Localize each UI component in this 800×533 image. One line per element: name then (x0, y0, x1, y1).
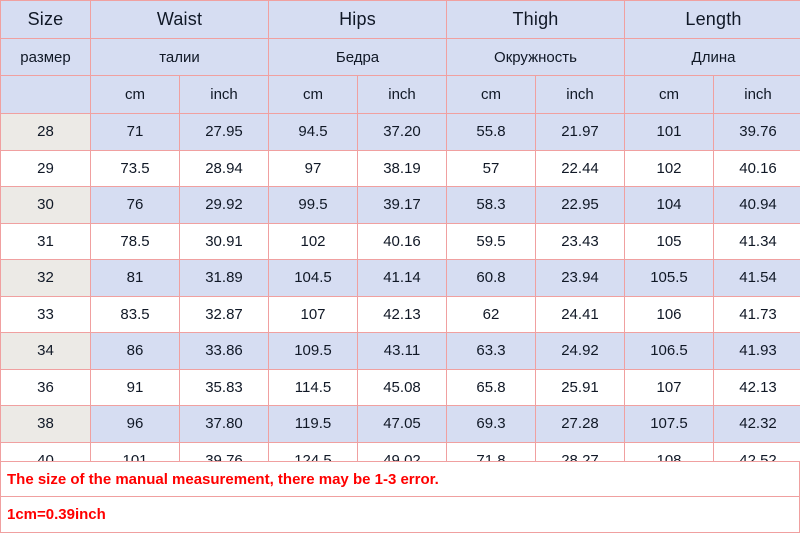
unit-thigh-inch: inch (536, 76, 625, 114)
header-thigh-ru: Окружность (447, 39, 625, 76)
cell-measurement: 31.89 (180, 260, 269, 297)
cell-measurement: 109.5 (269, 333, 358, 370)
header-length-en: Length (625, 1, 800, 39)
cell-measurement: 42.13 (358, 296, 447, 333)
cell-measurement: 43.11 (358, 333, 447, 370)
cell-measurement: 91 (91, 369, 180, 406)
unit-blank (1, 76, 91, 114)
cell-measurement: 104 (625, 187, 714, 224)
unit-length-inch: inch (714, 76, 800, 114)
header-row-units (1, 76, 800, 114)
cell-measurement: 22.44 (536, 150, 625, 187)
table-row (1, 296, 800, 333)
cell-measurement: 37.20 (358, 114, 447, 151)
header-size-ru: размер (1, 39, 91, 76)
table-row (1, 223, 800, 260)
cell-measurement: 105.5 (625, 260, 714, 297)
cell-size: 31 (1, 223, 91, 260)
table-row (1, 260, 800, 297)
cell-measurement: 99.5 (269, 187, 358, 224)
cell-size: 38 (1, 406, 91, 443)
cell-size: 30 (1, 187, 91, 224)
cell-measurement: 24.92 (536, 333, 625, 370)
cell-measurement: 102 (269, 223, 358, 260)
cell-measurement: 40.94 (714, 187, 800, 224)
cell-size: 34 (1, 333, 91, 370)
cell-measurement: 114.5 (269, 369, 358, 406)
cell-measurement: 47.05 (358, 406, 447, 443)
cell-measurement: 65.8 (447, 369, 536, 406)
cell-measurement: 29.92 (180, 187, 269, 224)
cell-measurement: 59.5 (447, 223, 536, 260)
cell-measurement: 27.95 (180, 114, 269, 151)
cell-measurement: 73.5 (91, 150, 180, 187)
cell-measurement: 33.86 (180, 333, 269, 370)
cell-measurement: 71 (91, 114, 180, 151)
cell-measurement: 41.54 (714, 260, 800, 297)
header-length-ru: Длина (625, 39, 800, 76)
cell-measurement: 97 (269, 150, 358, 187)
cell-measurement: 41.93 (714, 333, 800, 370)
note-measurement-error: The size of the manual measurement, there may be 1-3 error. (0, 461, 800, 497)
cell-measurement: 62 (447, 296, 536, 333)
cell-measurement: 41.73 (714, 296, 800, 333)
cell-measurement: 21.97 (536, 114, 625, 151)
cell-measurement: 23.94 (536, 260, 625, 297)
cell-measurement: 45.08 (358, 369, 447, 406)
cell-measurement: 76 (91, 187, 180, 224)
unit-hips-inch: inch (358, 76, 447, 114)
cell-measurement: 30.91 (180, 223, 269, 260)
cell-measurement: 40.16 (358, 223, 447, 260)
cell-size: 29 (1, 150, 91, 187)
cell-measurement: 83.5 (91, 296, 180, 333)
unit-hips-cm: cm (269, 76, 358, 114)
cell-measurement: 28.94 (180, 150, 269, 187)
cell-measurement: 41.14 (358, 260, 447, 297)
table-header (1, 1, 800, 114)
cell-measurement: 39.17 (358, 187, 447, 224)
cell-measurement: 23.43 (536, 223, 625, 260)
unit-thigh-cm: cm (447, 76, 536, 114)
table-row (1, 187, 800, 224)
cell-measurement: 94.5 (269, 114, 358, 151)
header-row-english (1, 1, 800, 39)
table-body (1, 114, 800, 479)
cell-measurement: 42.32 (714, 406, 800, 443)
cell-measurement: 107.5 (625, 406, 714, 443)
cell-measurement: 41.34 (714, 223, 800, 260)
unit-waist-cm: cm (91, 76, 180, 114)
notes-section (0, 461, 800, 533)
cell-measurement: 69.3 (447, 406, 536, 443)
cell-measurement: 32.87 (180, 296, 269, 333)
header-waist-en: Waist (91, 1, 269, 39)
table-row (1, 369, 800, 406)
cell-measurement: 27.28 (536, 406, 625, 443)
cell-measurement: 37.80 (180, 406, 269, 443)
cell-measurement: 78.5 (91, 223, 180, 260)
cell-measurement: 40.16 (714, 150, 800, 187)
cell-size: 36 (1, 369, 91, 406)
header-row-russian (1, 39, 800, 76)
cell-size: 33 (1, 296, 91, 333)
cell-measurement: 63.3 (447, 333, 536, 370)
cell-measurement: 106 (625, 296, 714, 333)
table-row (1, 406, 800, 443)
cell-measurement: 102 (625, 150, 714, 187)
cell-size: 28 (1, 114, 91, 151)
cell-measurement: 22.95 (536, 187, 625, 224)
cell-measurement: 101 (625, 114, 714, 151)
cell-measurement: 96 (91, 406, 180, 443)
cell-measurement: 119.5 (269, 406, 358, 443)
header-hips-en: Hips (269, 1, 447, 39)
cell-measurement: 107 (625, 369, 714, 406)
cell-measurement: 81 (91, 260, 180, 297)
cell-measurement: 35.83 (180, 369, 269, 406)
header-waist-ru: талии (91, 39, 269, 76)
cell-size: 32 (1, 260, 91, 297)
table-row (1, 114, 800, 151)
header-thigh-en: Thigh (447, 1, 625, 39)
cell-measurement: 39.76 (714, 114, 800, 151)
note-conversion: 1cm=0.39inch (0, 497, 800, 533)
cell-measurement: 24.41 (536, 296, 625, 333)
unit-waist-inch: inch (180, 76, 269, 114)
cell-measurement: 107 (269, 296, 358, 333)
cell-measurement: 25.91 (536, 369, 625, 406)
table-row (1, 333, 800, 370)
cell-measurement: 57 (447, 150, 536, 187)
cell-measurement: 106.5 (625, 333, 714, 370)
cell-measurement: 104.5 (269, 260, 358, 297)
cell-measurement: 86 (91, 333, 180, 370)
table-row (1, 150, 800, 187)
cell-measurement: 55.8 (447, 114, 536, 151)
cell-measurement: 42.13 (714, 369, 800, 406)
cell-measurement: 38.19 (358, 150, 447, 187)
unit-length-cm: cm (625, 76, 714, 114)
cell-measurement: 105 (625, 223, 714, 260)
cell-measurement: 58.3 (447, 187, 536, 224)
header-hips-ru: Бедра (269, 39, 447, 76)
header-size-en: Size (1, 1, 91, 39)
cell-measurement: 60.8 (447, 260, 536, 297)
